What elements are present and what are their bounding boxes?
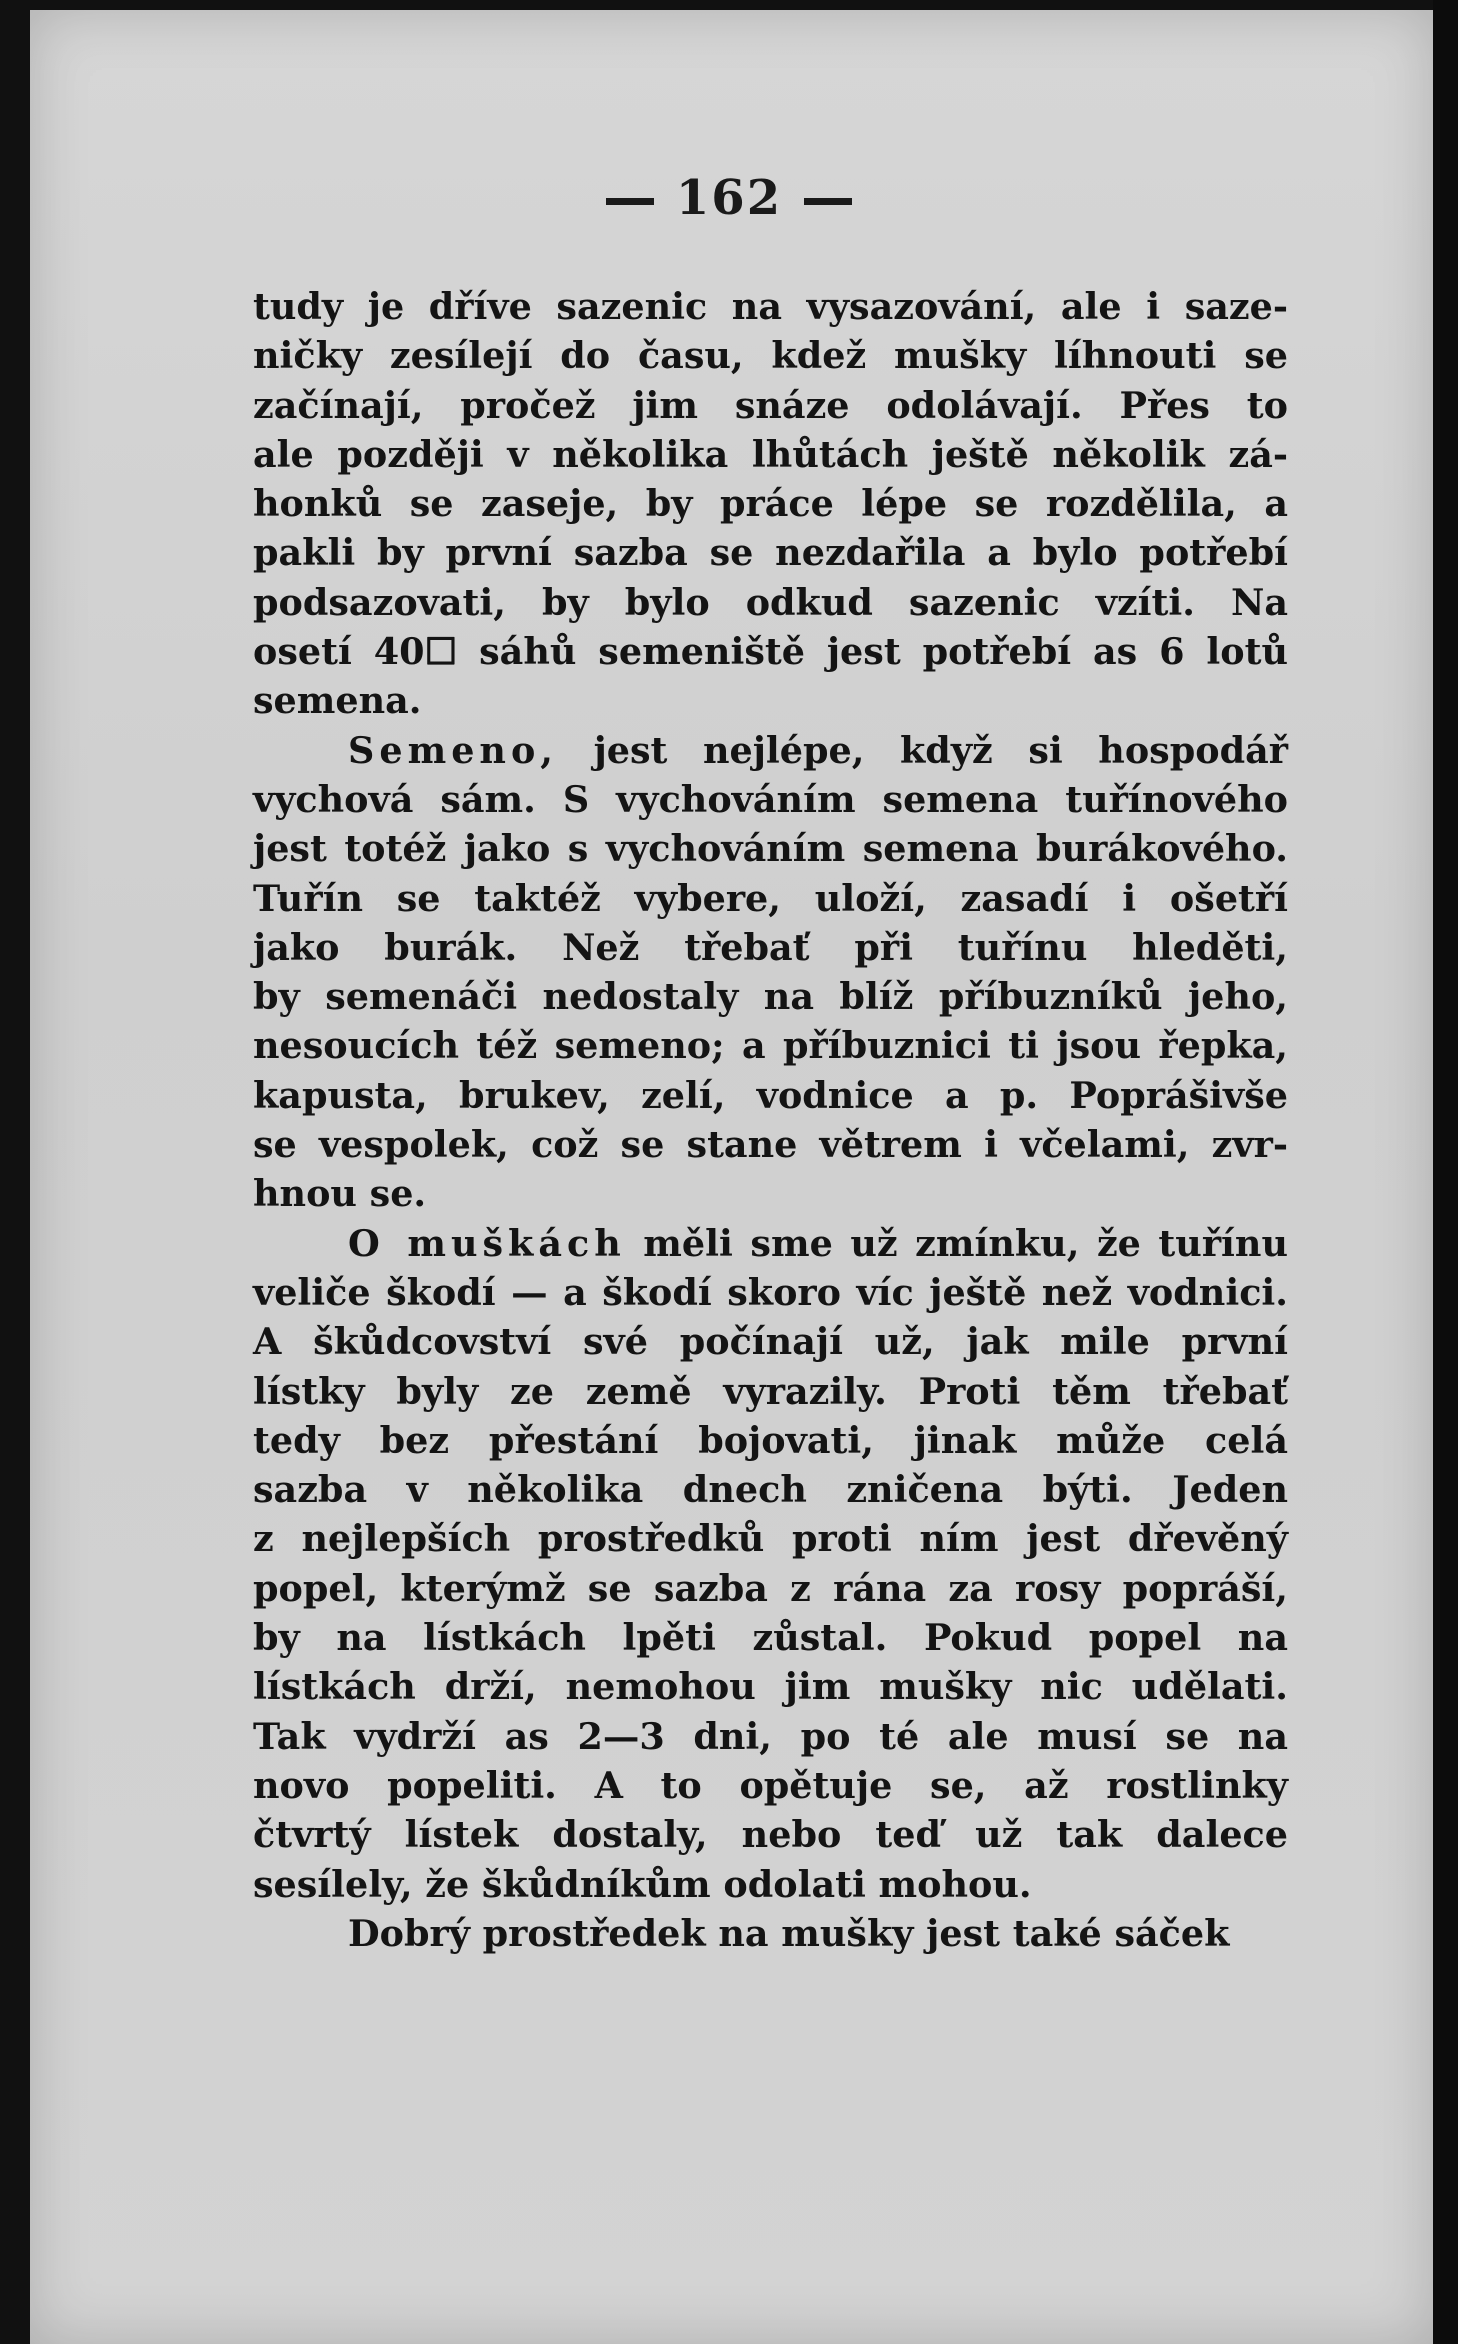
text-line: ale později v několika lhůtách ještě několik zá- <box>253 432 1288 476</box>
text-line: z nejlepších prostředků proti ním jest dřevěný <box>253 1517 1288 1561</box>
text-line: jest totéž jako s vychováním semena burákového. <box>253 827 1288 871</box>
text-line: Tak vydrží as 2—3 dni, po té ale musí se na <box>253 1714 1288 1758</box>
text-line-with-lead <box>253 1219 1288 1268</box>
text-line: semena. <box>253 679 422 723</box>
text-line: tudy je dříve sazenic na vysazování, ale i saze- <box>253 285 1288 328</box>
text-line: novo popeliti. A to opětuje se, až rostlinky <box>253 1763 1288 1807</box>
text-line: nesoucích též semeno; a příbuznici ti jsou řepka, <box>253 1024 1288 1068</box>
body-text <box>253 282 1288 1958</box>
text-line: by na lístkách lpěti zůstal. Pokud popel na <box>253 1616 1288 1660</box>
text-line: podsazovati, by bylo odkud sazenic vzíti. Na <box>253 580 1288 624</box>
page-number <box>0 170 1458 226</box>
text-line: Tuřín se taktéž vybere, uloží, zasadí i ošetří <box>253 876 1288 920</box>
text-line: jako burák. Než třebať při tuřínu hleděti, <box>253 925 1288 969</box>
text-line: kapusta, brukev, zelí, vodnice a p. Poprášivše <box>253 1073 1288 1117</box>
text-line: pakli by první sazba se nezdařila a bylo potřebí <box>253 531 1288 575</box>
text-line-with-lead <box>253 726 1288 775</box>
text-line-rest: jest nejlépe, když si hospodář <box>558 728 1288 772</box>
text-line: ničky zesílejí do času, kdež mušky líhnouti se <box>253 334 1288 378</box>
text-line: A škůdcovství své počínají už, jak mile první <box>253 1320 1288 1364</box>
text-line: lístkách drží, nemohou jim mušky nic udělati. <box>253 1665 1288 1709</box>
text-line: Dobrý prostředek na mušky jest také sáček <box>348 1911 1230 1955</box>
text-line: tedy bez přestání bojovati, jinak může celá <box>253 1418 1288 1462</box>
text-line: sesílely, že škůdníkům odolati mohou. <box>253 1862 1032 1906</box>
text-line: honků se zaseje, by práce lépe se rozdělila, a <box>253 482 1288 526</box>
text-line: by semenáči nedostaly na blíž příbuzníků jeho, <box>253 975 1288 1019</box>
lead-word: O muškách <box>348 1221 626 1265</box>
text-line: hnou se. <box>253 1172 427 1216</box>
scan-edge <box>1433 0 1458 2344</box>
text-line: veliče škodí — a škodí skoro víc ještě než vodnici. <box>253 1270 1288 1314</box>
text-line: sazba v několika dnech zničena býti. Jeden <box>253 1468 1288 1512</box>
page-number-value: 162 <box>675 170 783 226</box>
text-line: vychová sám. S vychováním semena tuřínového <box>253 777 1288 821</box>
lead-word: Semeno, <box>348 728 559 772</box>
left-dash <box>606 198 654 205</box>
text-line: začínají, pročež jim snáze odolávají. Přes to <box>253 383 1288 427</box>
text-line: se vespolek, což se stane větrem i včelami, zvr- <box>253 1123 1288 1167</box>
right-dash <box>804 198 852 205</box>
text-line: osetí 40☐ sáhů semeniště jest potřebí as 6 lotů <box>253 630 1288 674</box>
text-line: lístky byly ze země vyrazily. Proti těm třebať <box>253 1369 1288 1413</box>
text-line-rest: měli sme už zmínku, že tuřínu <box>625 1221 1288 1265</box>
text-line: čtvrtý lístek dostaly, nebo teď už tak dalece <box>253 1813 1288 1857</box>
text-line: popel, kterýmž se sazba z rána za rosy popráší, <box>253 1566 1288 1610</box>
